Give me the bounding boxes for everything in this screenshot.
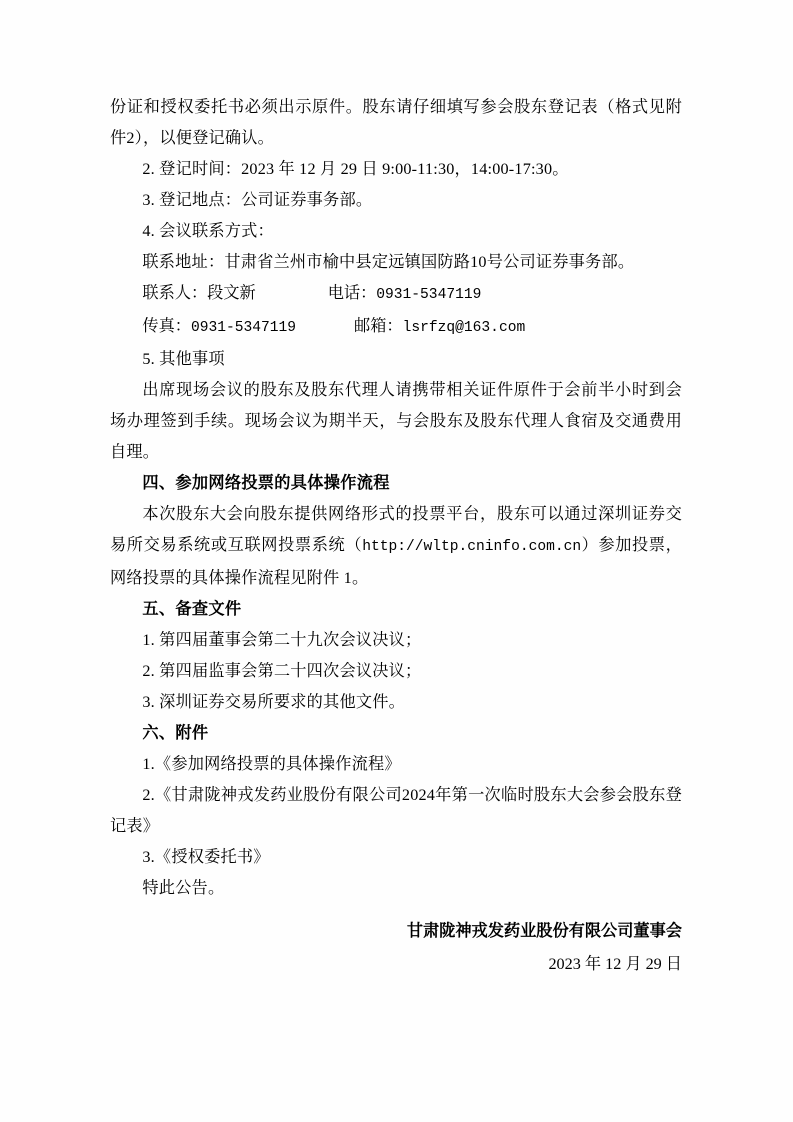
contact-person-row [110,278,682,311]
online-voting-url: http://wltp.cninfo.com.cn [362,539,582,555]
section-six-item-3: 3.《授权委托书》 [142,848,270,866]
paragraph-other-matters: 5. 其他事项 [142,350,225,368]
contact-email-label: 邮箱： [354,317,403,335]
signature-company: 甘肃陇神戎发药业股份有限公司董事会 [406,922,682,940]
paragraph-registration-place: 3. 登记地点：公司证券事务部。 [142,191,373,209]
signature-date: 2023 年 12 月 29 日 [548,955,682,973]
contact-fax-label: 传真： [142,317,191,335]
section-five-item-2: 2. 第四届监事会第二十四次会议决议； [142,662,422,680]
contact-fax-value: 0931-5347119 [190,320,297,336]
contact-person-label: 联系人： [142,284,208,302]
heading-section-six: 六、附件 [142,724,209,742]
section-four-text-after-url: ）参加投票，网络投票的具体操作流程见附件 1。 [110,536,683,587]
paragraph-contact-title: 4. 会议联系方式： [142,222,274,240]
contact-fax-row [110,311,682,344]
paragraph-continued-registration: 份证和授权委托书必须出示原件。股东请仔细填写参会股东登记表（格式见附件2），以便登记确认。 [110,98,682,147]
section-five-item-3: 3. 深圳证券交易所要求的其他文件。 [142,693,405,711]
heading-section-five: 五、备查文件 [142,600,242,618]
contact-phone-label: 电话： [327,284,377,302]
document-content [110,92,682,904]
contact-phone-value: 0931-5347119 [376,287,482,303]
section-four-text-before-url: 本次股东大会向股东提供网络形式的投票平台，股东可以通过深圳证券交易所交易系统或互联网投票系统（ [110,505,682,554]
paragraph-contact-address: 联系地址：甘肃省兰州市榆中县定远镇国防路10号公司证券事务部。 [142,253,635,271]
paragraph-section-four-body [110,499,682,594]
contact-person-name: 段文新 [207,284,256,302]
section-six-item-2: 2.《甘肃陇神戎发药业股份有限公司2024年第一次临时股东大会参会股东登记表》 [110,786,682,835]
contact-email-value: lsrfzq@163.com [402,320,526,336]
heading-section-four: 四、参加网络投票的具体操作流程 [142,474,390,492]
section-six-closing: 特此公告。 [142,879,225,897]
section-six-item-1: 1.《参加网络投票的具体操作流程》 [142,755,401,773]
paragraph-other-matters-body: 出席现场会议的股东及股东代理人请携带相关证件原件于会前半小时到会场办理签到手续。现场会议为期半天，与会股东及股东代理人食宿及交通费用自理。 [110,381,682,461]
section-five-item-1: 1. 第四届董事会第二十九次会议决议； [142,631,422,649]
paragraph-registration-time: 2. 登记时间：2023 年 12 月 29 日 9:00-11:30，14:00-17:30。 [142,160,569,178]
signature-block [110,915,682,981]
